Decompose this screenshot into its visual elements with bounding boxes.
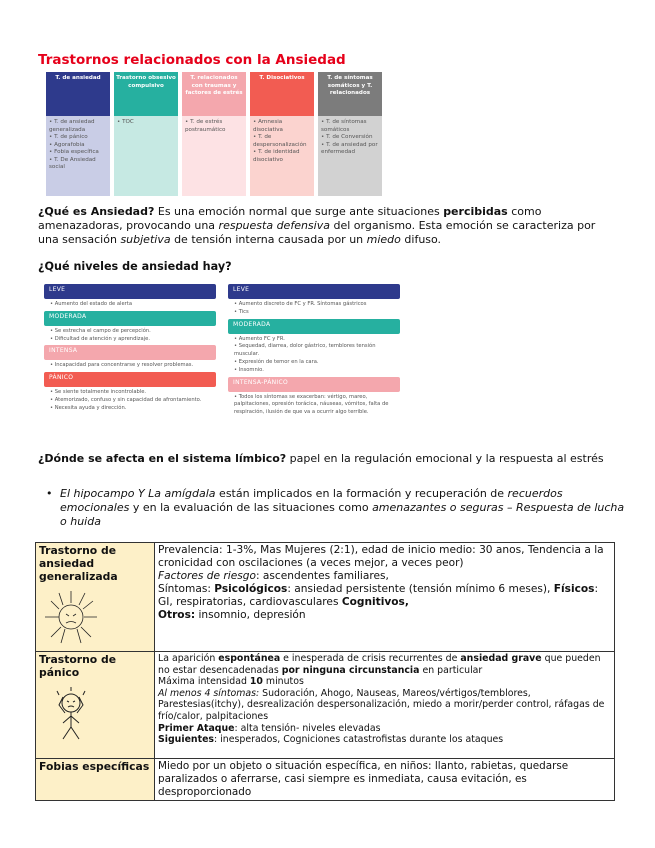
levels-heading: ¿Qué niveles de ansiedad hay? [38, 260, 232, 273]
disorder-item: • T. de estrés postraumático [185, 119, 226, 133]
disorders-figure [46, 72, 382, 196]
level-item: • Todos los síntomas se exacerban: vértigo, mareo, palpitaciones, opresión torácica, náuseas, vómitos, falta de respiración, ilusión de que va a ocurrir algo terrible. [234, 393, 389, 416]
disorder-item: • Fobia específica [49, 149, 99, 156]
limbic-question: ¿Dónde se afecta en el sistema límbico? [38, 452, 287, 465]
disorder-column [114, 72, 178, 196]
level-item: • Necesita ayuda y dirección. [50, 404, 127, 411]
disorder-item: • Agorafobia [49, 141, 85, 148]
disorder-column-body [182, 116, 246, 196]
disorder-item: • T. de pánico [49, 134, 88, 141]
table-row-label: Fobias específicas [36, 759, 155, 801]
level-item: • Atemorizado, confuso y sin capacidad de afrontamiento. [50, 396, 202, 403]
level-block [44, 284, 216, 311]
level-items [228, 299, 400, 319]
disorder-column [318, 72, 382, 196]
disorder-item: • T. de síntomas somáticos [321, 119, 367, 133]
level-item: • Se estrecha el campo de percepción. [50, 327, 151, 334]
disorder-item: • TOC [117, 119, 134, 125]
level-item: • Aumento discreto de FC y FR. Síntomas gástricos [234, 301, 367, 307]
limbic-bullet: • El hipocampo Y La amígdala están implicados en la formación y recuperación de recuerdos emocionales y en la evaluación de las situaciones como amenazantes o seguras – Respuesta de lucha o huida [46, 487, 625, 529]
table-row-description: Prevalencia: 1-3%, Mas Mujeres (2:1), edad de inicio medio: 30 anos, Tendencia a la cronicidad con oscilaciones (a veces mejor, a veces peor) Factores de riesgo: ascendentes familiares, Síntomas: Psicológicos: ansiedad persistente (tensión mínimo 6 meses), Físicos: GI, respiratorias, cardiovasculares Cognitivos, Otros: insomnio, depresión [155, 543, 615, 652]
limbic-paragraph: ¿Dónde se afecta en el sistema límbico? papel en la regulación emocional y la respuesta al estrés [38, 452, 604, 465]
panicked-person-icon [41, 683, 101, 743]
disorder-item: • T. de ansiedad generalizada [49, 119, 95, 133]
disorder-column [250, 72, 314, 196]
level-label: MODERADA [228, 319, 400, 334]
disorder-column-body [318, 116, 382, 196]
disorder-column [46, 72, 110, 196]
level-block [228, 377, 400, 419]
table-row [36, 543, 615, 652]
level-item: • Tics [234, 308, 249, 315]
level-label: LEVE [44, 284, 216, 299]
disorder-column-header: Trastorno obsesivo compulsivo [114, 72, 178, 116]
page-title: Trastornos relacionados con la Ansiedad [38, 52, 346, 68]
disorder-item: • T. de ansiedad por enfermedad [321, 141, 378, 156]
level-items [44, 387, 216, 414]
level-label: INTENSA-PÁNICO [228, 377, 400, 392]
level-item: • Expresión de temor en la cara. [234, 358, 319, 365]
disorder-column-header: T. relacionados con traumas y factores de estrés [182, 72, 246, 116]
disorder-column-body [114, 116, 178, 196]
bullet-dot-icon: • [46, 487, 53, 500]
levels-left-column [44, 284, 216, 415]
level-item: • Insomnio. [234, 366, 264, 373]
level-items [44, 326, 216, 346]
level-item: • Se siente totalmente incontrolable. [50, 389, 147, 396]
table-row-description: La aparición espontánea e inesperada de crisis recurrentes de ansiedad grave que pueden no estar desencadenadas por ninguna circunstancia en particular Máxima intensidad 10 minutos Al menos 4 síntomas: Sudoración, Ahogo, Nauseas, Mareos/vértigos/temblores, Parestesias(itchy), desrealización despersonalización, miedo a morir/perder control, ráfagas de frío/calor, palpitaciones Primer Ataque: alta tensión- niveles elevadas Siguientes: inesperados, Cogniciones catastrofistas durante los ataques [155, 652, 615, 759]
level-block [44, 345, 216, 372]
disorder-item: • T. de despersonalización [253, 134, 307, 148]
disorder-item: • T. de Conversión [321, 134, 373, 141]
level-block [44, 311, 216, 346]
disorders-table [35, 542, 615, 801]
level-items [44, 360, 216, 372]
disorder-column-body [250, 116, 314, 196]
disorder-column [182, 72, 246, 196]
disorder-item: • Amnesia disociativa [253, 119, 283, 133]
level-items [44, 299, 216, 311]
disorder-column-header: T. de síntomas somáticos y T. relacionados [318, 72, 382, 116]
level-label: PÁNICO [44, 372, 216, 387]
level-item: • Aumento del estado de alerta [50, 301, 133, 307]
level-label: INTENSA [44, 345, 216, 360]
table-row-label: Trastorno de pánico [36, 652, 155, 759]
anxiety-question: ¿Qué es Ansiedad? [38, 205, 155, 218]
level-label: MODERADA [44, 311, 216, 326]
anxious-person-icon [41, 587, 101, 647]
disorder-item: • T. De Ansiedad social [49, 156, 96, 171]
level-item: • Aumento FC y FR. [234, 335, 285, 342]
table-row-label: Trastorno de ansiedad generalizada [36, 543, 155, 652]
levels-right-column [228, 284, 400, 419]
level-items [228, 392, 400, 419]
disorder-column-header: T. Disociativos [250, 72, 314, 116]
level-item: • Dificultad de atención y aprendizaje. [50, 335, 150, 342]
level-label: LEVE [228, 284, 400, 299]
level-block [228, 284, 400, 319]
level-items [228, 334, 400, 377]
table-row [36, 759, 615, 801]
disorder-column-body [46, 116, 110, 196]
table-row-description: Miedo por un objeto o situación específica, en niños: llanto, rabietas, quedarse paralizados o aferrarse, casi siempre es inmediata, causa evitación, es desproporcionado [155, 759, 615, 801]
anxiety-definition: ¿Qué es Ansiedad? Es una emoción normal que surge ante situaciones percibidas como amenazadoras, provocando una respuesta defensiva del organismo. Esta emoción se caracteriza por una sensación subjetiva de tensión interna causada por un miedo difuso. [38, 205, 596, 247]
disorder-column-header: T. de ansiedad [46, 72, 110, 116]
level-block [44, 372, 216, 414]
level-block [228, 319, 400, 377]
level-item: • Sequedad, diarrea, dolor gástrico, temblores tensión muscular. [234, 343, 376, 358]
table-row [36, 652, 615, 759]
level-item: • Incapacidad para concentrarse y resolver problemas. [50, 362, 194, 369]
disorder-item: • T. de identidad disociativo [253, 149, 300, 163]
